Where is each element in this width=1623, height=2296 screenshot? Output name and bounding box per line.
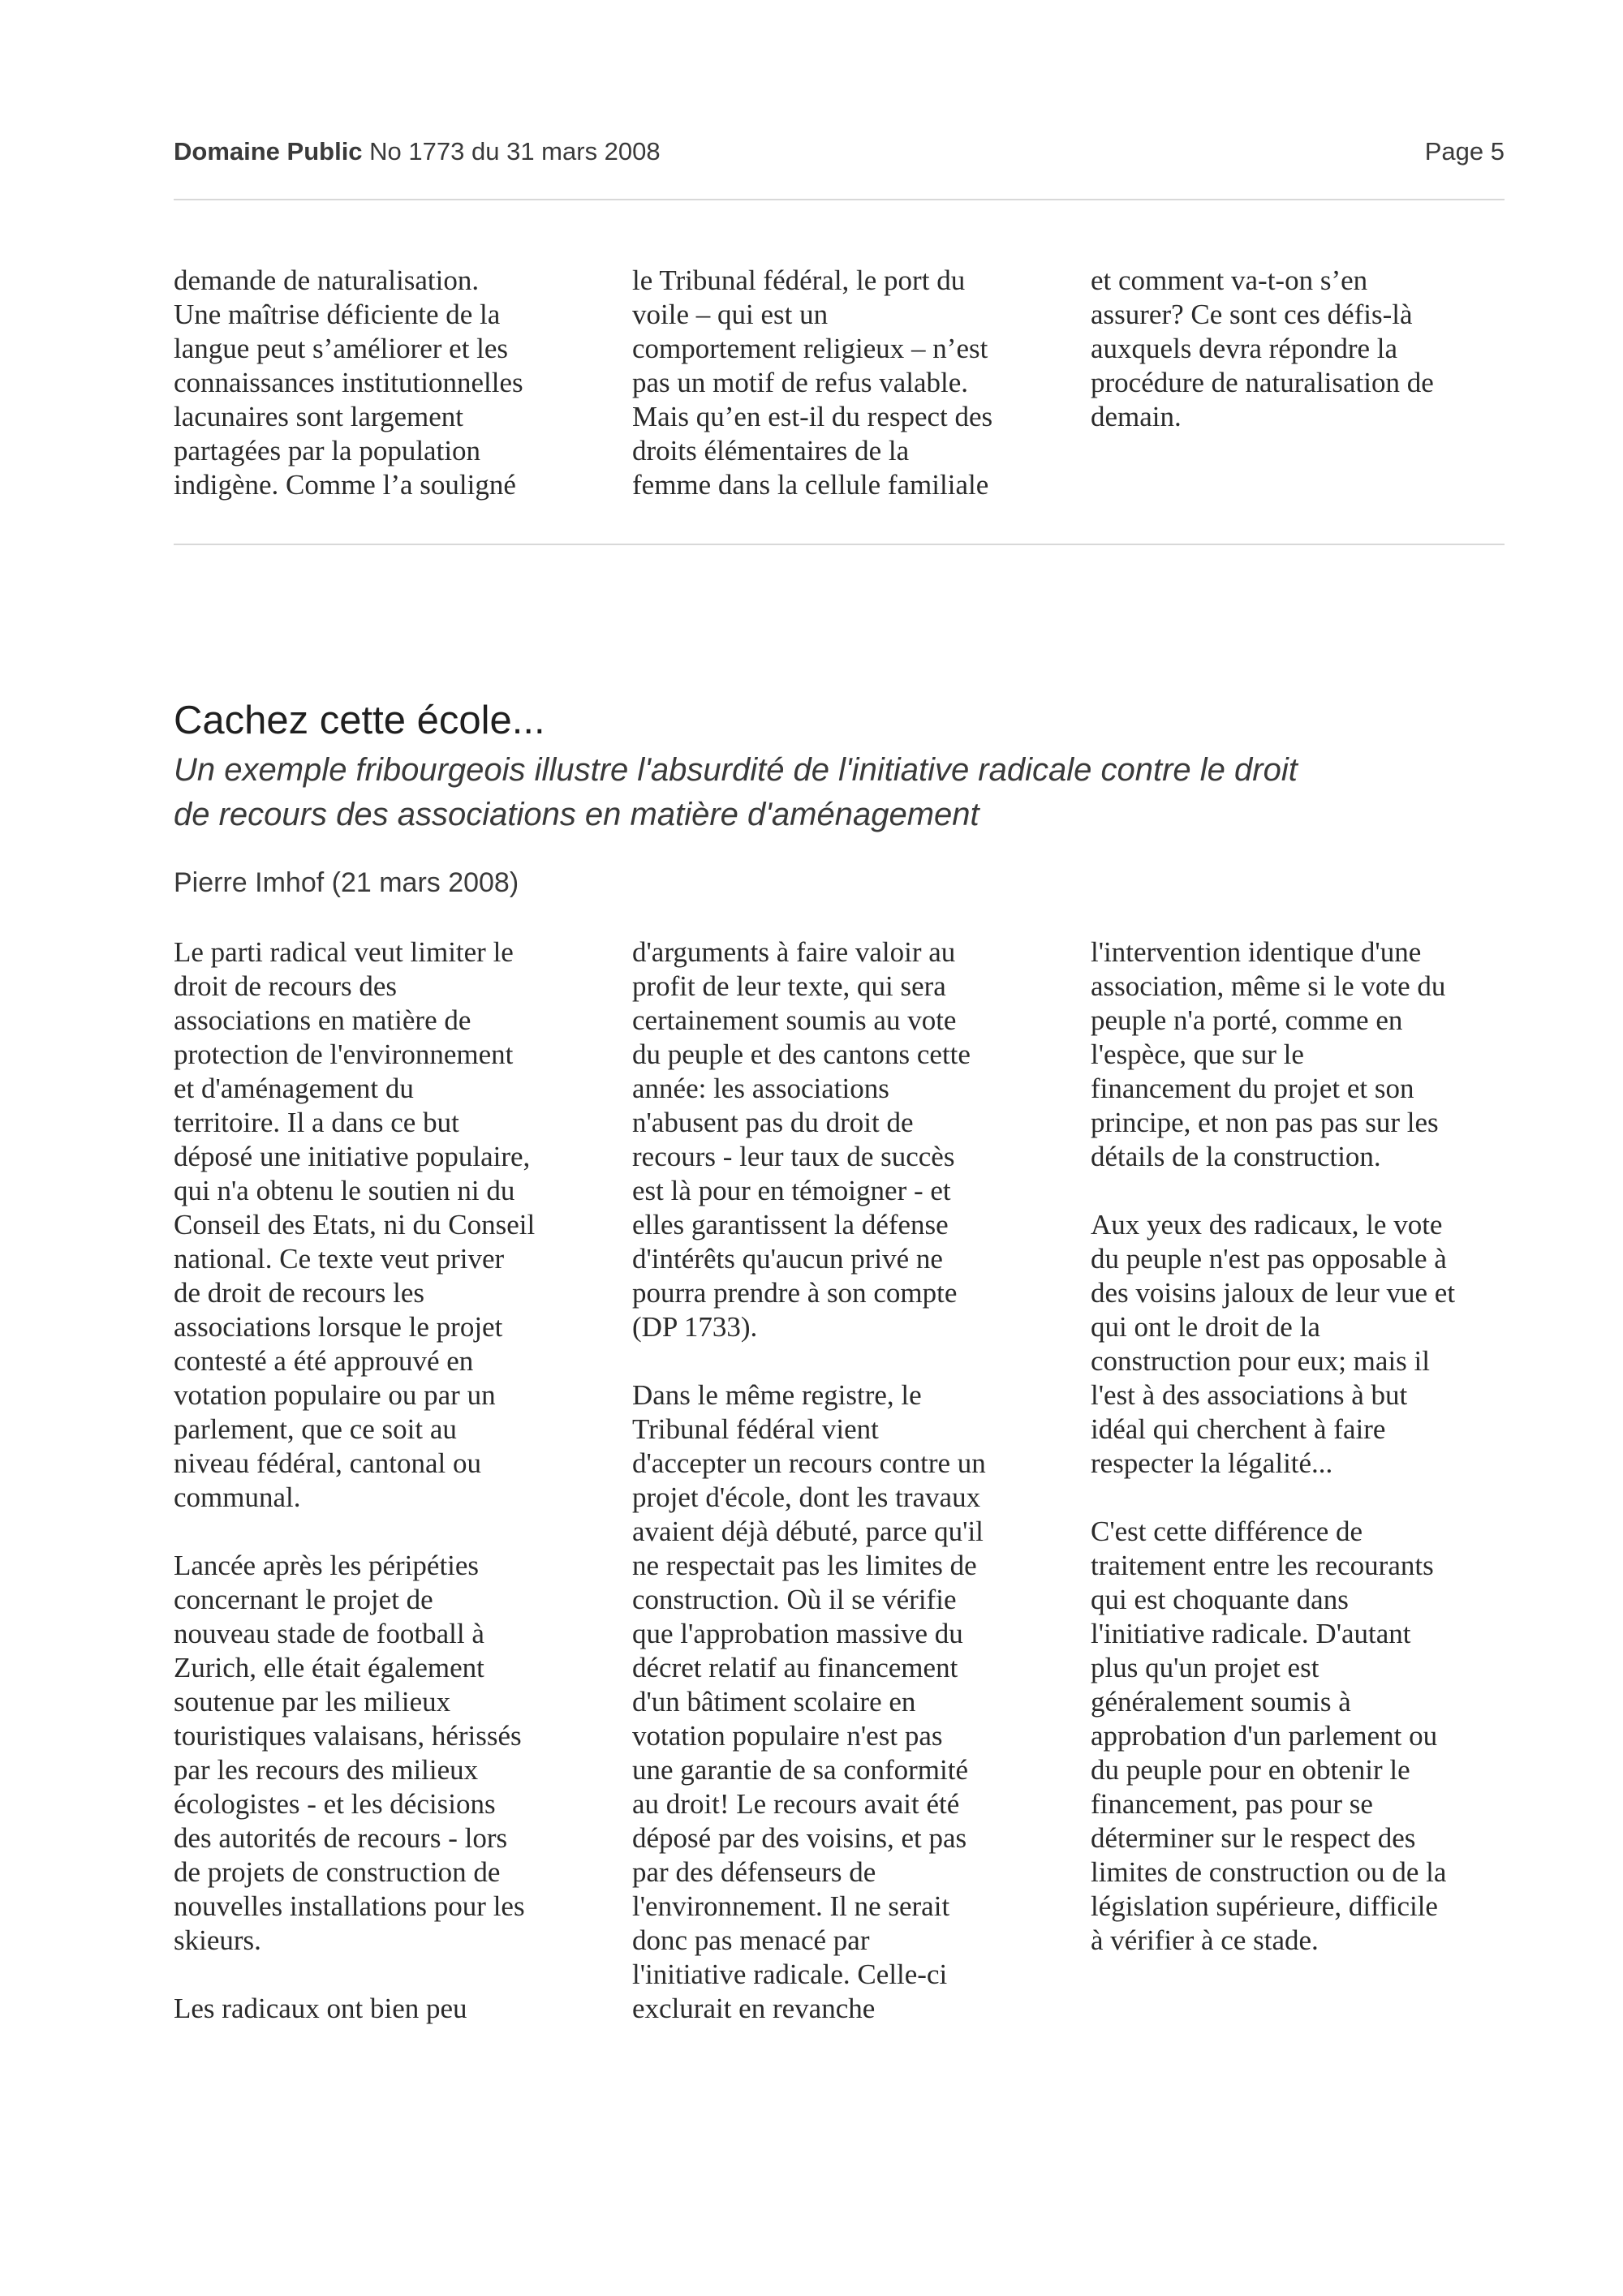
text-line: qui n'a obtenu le soutien ni du <box>174 1175 515 1206</box>
text-line: l'intervention identique d'une <box>1091 936 1422 968</box>
paragraph <box>632 264 1054 502</box>
text-line: qui est choquante dans <box>1091 1584 1349 1615</box>
text-line: une garantie de sa conformité <box>632 1754 968 1786</box>
text-line: femme dans la cellule familiale <box>632 469 989 501</box>
text-line: national. Ce texte veut priver <box>174 1243 505 1275</box>
text-line: peuple n'a porté, comme en <box>1091 1004 1403 1036</box>
text-line: partagées par la population <box>174 435 481 467</box>
text-line: déposé par des voisins, et pas <box>632 1822 967 1854</box>
article-subtitle <box>174 748 1521 837</box>
text-line: auxquels devra répondre la <box>1091 333 1398 364</box>
text-line: donc pas menacé par <box>632 1924 870 1956</box>
paragraph <box>174 935 596 1515</box>
text-line: déposé une initiative populaire, <box>174 1141 531 1172</box>
text-line: détails de la construction. <box>1091 1141 1381 1172</box>
text-line: nouveau stade de football à <box>174 1618 484 1649</box>
text-line: Mais qu’en est-il du respect des <box>632 401 993 432</box>
text-line: Le parti radical veut limiter le <box>174 936 514 968</box>
text-line: Aux yeux des radicaux, le vote <box>1091 1209 1443 1240</box>
text-line: financement du projet et son <box>1091 1073 1414 1104</box>
publication-name: Domaine Public <box>174 137 363 166</box>
text-line: assurer? Ce sont ces défis-là <box>1091 299 1413 330</box>
text-line: concernant le projet de <box>174 1584 433 1615</box>
text-line: est là pour en témoigner - et <box>632 1175 951 1206</box>
text-line: langue peut s’améliorer et les <box>174 333 509 364</box>
page-header <box>174 133 1505 170</box>
text-line: d'intérêts qu'aucun privé ne <box>632 1243 943 1275</box>
text-line: année: les associations <box>632 1073 889 1104</box>
text-line: associations en matière de <box>174 1004 471 1036</box>
text-line: territoire. Il a dans ce but <box>174 1107 459 1138</box>
paragraph <box>174 264 596 502</box>
previous-article-column-1 <box>174 264 596 502</box>
text-line: indigène. Comme l’a souligné <box>174 469 516 501</box>
paragraph <box>632 935 1054 1344</box>
text-line: d'un bâtiment scolaire en <box>632 1686 916 1718</box>
text-line: skieurs. <box>174 1924 261 1956</box>
paragraph <box>1091 1208 1513 1481</box>
text-line: comportement religieux – n’est <box>632 333 988 364</box>
text-line: n'abusent pas du droit de <box>632 1107 914 1138</box>
article-column-1 <box>174 935 596 2026</box>
text-line: l'initiative radicale. Celle-ci <box>632 1958 948 1990</box>
text-line: des autorités de recours - lors <box>174 1822 508 1854</box>
text-line: pas un motif de refus valable. <box>632 367 969 398</box>
issue-info: No 1773 du 31 mars 2008 <box>369 137 661 166</box>
paragraph <box>174 1992 596 2026</box>
text-line: plus qu'un projet est <box>1091 1652 1319 1683</box>
text-line: Tribunal fédéral vient <box>632 1413 879 1445</box>
text-line: l'espèce, que sur le <box>1091 1038 1304 1070</box>
header-divider <box>174 199 1505 200</box>
previous-article-column-3 <box>1091 264 1513 434</box>
text-line: soutenue par les milieux <box>174 1686 451 1718</box>
text-line: touristiques valaisans, hérissés <box>174 1720 522 1752</box>
text-line: elles garantissent la défense <box>632 1209 949 1240</box>
text-line: décret relatif au financement <box>632 1652 958 1683</box>
text-line: idéal qui cherchent à faire <box>1091 1413 1386 1445</box>
subtitle-line: de recours des associations en matière d'aménagement <box>174 797 979 832</box>
text-line: parlement, que ce soit au <box>174 1413 457 1445</box>
text-line: protection de l'environnement <box>174 1038 514 1070</box>
text-line: demande de naturalisation. <box>174 264 480 296</box>
text-line: le Tribunal fédéral, le port du <box>632 264 966 296</box>
text-line: communal. <box>174 1481 301 1513</box>
text-line: Zurich, elle était également <box>174 1652 484 1683</box>
text-line: législation supérieure, difficile <box>1091 1890 1438 1922</box>
text-line: déterminer sur le respect des <box>1091 1822 1416 1854</box>
text-line: votation populaire n'est pas <box>632 1720 943 1752</box>
text-line: droit de recours des <box>174 970 398 1002</box>
text-line: avaient déjà débuté, parce qu'il <box>632 1516 984 1547</box>
text-line: l'environnement. Il ne serait <box>632 1890 950 1922</box>
text-line: procédure de naturalisation de <box>1091 367 1434 398</box>
text-line: du peuple n'est pas opposable à <box>1091 1243 1447 1275</box>
text-line: votation populaire ou par un <box>174 1379 496 1411</box>
text-line: limites de construction ou de la <box>1091 1856 1447 1888</box>
text-line: (DP 1733). <box>632 1311 758 1343</box>
text-line: du peuple pour en obtenir le <box>1091 1754 1410 1786</box>
text-line: Les radicaux ont bien peu <box>174 1993 467 2024</box>
paragraph <box>632 1378 1054 2026</box>
text-line: recours - leur taux de succès <box>632 1141 955 1172</box>
page-number: Page 5 <box>1424 137 1505 166</box>
text-line: respecter la légalité... <box>1091 1447 1333 1479</box>
text-line: traitement entre les recourants <box>1091 1550 1434 1581</box>
text-line: association, même si le vote du <box>1091 970 1446 1002</box>
text-line: écologistes - et les décisions <box>174 1788 496 1820</box>
text-line: par des défenseurs de <box>632 1856 876 1888</box>
text-line: que l'approbation massive du <box>632 1618 963 1649</box>
text-line: associations lorsque le projet <box>174 1311 503 1343</box>
text-line: niveau fédéral, cantonal ou <box>174 1447 481 1479</box>
text-line: l'initiative radicale. D'autant <box>1091 1618 1411 1649</box>
text-line: certainement soumis au vote <box>632 1004 957 1036</box>
text-line: voile – qui est un <box>632 299 829 330</box>
paragraph <box>1091 264 1513 434</box>
text-line: connaissances institutionnelles <box>174 367 523 398</box>
article-title: Cachez cette école... <box>174 699 545 742</box>
text-line: Une maîtrise déficiente de la <box>174 299 501 330</box>
text-line: des voisins jaloux de leur vue et <box>1091 1277 1456 1309</box>
article-divider <box>174 544 1505 545</box>
text-line: de projets de construction de <box>174 1856 501 1888</box>
text-line: lacunaires sont largement <box>174 401 464 432</box>
text-line: approbation d'un parlement ou <box>1091 1720 1438 1752</box>
text-line: droits élémentaires de la <box>632 435 910 467</box>
text-line: à vérifier à ce stade. <box>1091 1924 1319 1956</box>
text-line: et comment va-t-on s’en <box>1091 264 1368 296</box>
text-line: Lancée après les péripéties <box>174 1550 480 1581</box>
text-line: construction. Où il se vérifie <box>632 1584 957 1615</box>
text-line: ne respectait pas les limites de <box>632 1550 977 1581</box>
text-line: construction pour eux; mais il <box>1091 1345 1430 1377</box>
text-line: au droit! Le recours avait été <box>632 1788 960 1820</box>
text-line: pourra prendre à son compte <box>632 1277 958 1309</box>
article-column-3 <box>1091 935 1513 1958</box>
text-line: de droit de recours les <box>174 1277 425 1309</box>
paragraph <box>1091 1515 1513 1958</box>
previous-article-column-2 <box>632 264 1054 502</box>
text-line: financement, pas pour se <box>1091 1788 1373 1820</box>
text-line: par les recours des milieux <box>174 1754 479 1786</box>
text-line: du peuple et des cantons cette <box>632 1038 971 1070</box>
text-line: profit de leur texte, qui sera <box>632 970 946 1002</box>
text-line: Dans le même registre, le <box>632 1379 922 1411</box>
text-line: Conseil des Etats, ni du Conseil <box>174 1209 536 1240</box>
text-line: projet d'école, dont les travaux <box>632 1481 981 1513</box>
text-line: principe, et non pas pas sur les <box>1091 1107 1439 1138</box>
text-line: généralement soumis à <box>1091 1686 1351 1718</box>
text-line: exclurait en revanche <box>632 1993 876 2024</box>
text-line: C'est cette différence de <box>1091 1516 1363 1547</box>
text-line: contesté a été approuvé en <box>174 1345 474 1377</box>
text-line: nouvelles installations pour les <box>174 1890 525 1922</box>
paragraph <box>174 1549 596 1958</box>
text-line: d'accepter un recours contre un <box>632 1447 986 1479</box>
text-line: et d'aménagement du <box>174 1073 414 1104</box>
text-line: qui ont le droit de la <box>1091 1311 1320 1343</box>
article-column-2 <box>632 935 1054 2026</box>
text-line: d'arguments à faire valoir au <box>632 936 956 968</box>
article-byline: Pierre Imhof (21 mars 2008) <box>174 867 519 898</box>
paragraph <box>1091 935 1513 1174</box>
subtitle-line: Un exemple fribourgeois illustre l'absurdité de l'initiative radicale contre le droit <box>174 752 1298 788</box>
text-line: l'est à des associations à but <box>1091 1379 1408 1411</box>
text-line: demain. <box>1091 401 1182 432</box>
